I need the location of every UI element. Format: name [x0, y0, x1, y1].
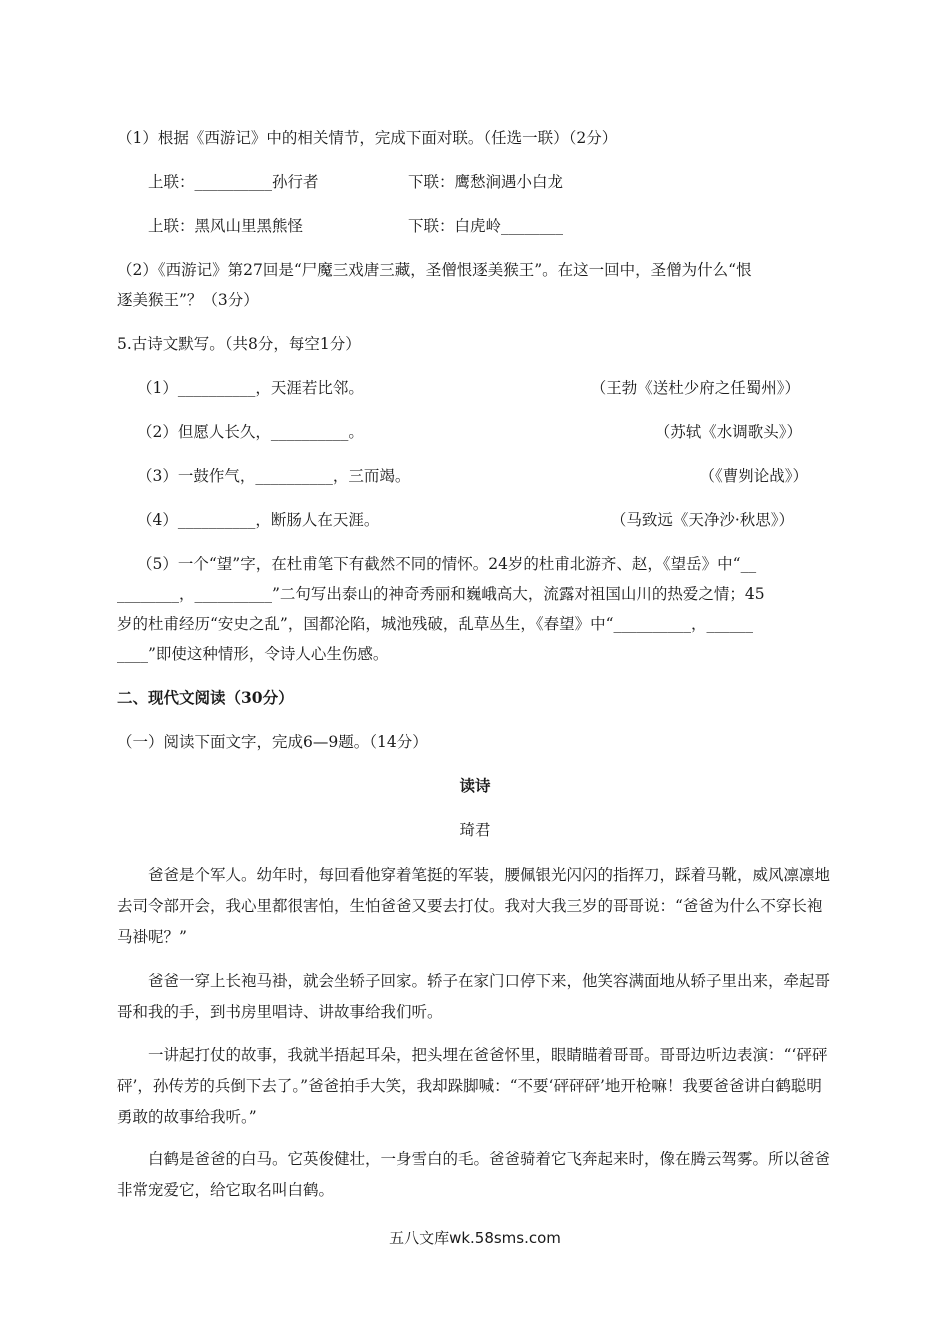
footer-watermark: 五八文库wk.58sms.com: [389, 1229, 561, 1247]
article-paragraph-4: [117, 1144, 837, 1206]
article-paragraph-1: [117, 860, 837, 953]
article-paragraph-text: 爸爸是个军人。幼年时，每回看他穿着笔挺的军装，腰佩银光闪闪的指挥刀，踩着马靴，威风凛凛地去司令部开会，我心里都很害怕，生怕爸爸又要去打仗。我对大我三岁的哥哥说：“爸爸为什么不穿长袍马褂呢？”: [117, 866, 831, 946]
couplet1-lower: 下联：鹰愁涧遇小白龙: [408, 173, 564, 191]
article-title: 读诗: [459, 776, 491, 795]
article-paragraph-text: 一讲起打仗的故事，我就半捂起耳朵，把头埋在爸爸怀里，眼睛瞄着哥哥。哥哥边听边表演：“‘砰砰砰’，孙传芳的兵倒下去了。”爸爸拍手大笑，我却跺脚喊：“不要‘砰砰砰’地开枪嘛！我要爸爸讲白鹤聪明勇敢的故事给我听。”: [117, 1046, 828, 1126]
q4-sub2-line1: （2）《西游记》第27回是“尸魔三戏唐三藏，圣僧恨逐美猴王”。在这一回中，圣僧为什么“恨: [117, 261, 752, 279]
q5-item1-text: （1）__________，天涯若比邻。: [137, 379, 364, 397]
q5-item5-line3: 岁的杜甫经历“安史之乱”，国都沦陷，城池残破，乱草丛生，《春望》中“__________，______: [117, 615, 754, 633]
q5-item3-source: （《曹刿论战》）: [699, 467, 808, 485]
q4-sub2-line2: 逐美猴王”？（3分）: [117, 291, 259, 309]
q5-title: 5.古诗文默写。（共8分，每空1分）: [117, 335, 361, 353]
q5-item1-source: （王勃《送杜少府之任蜀州》）: [590, 379, 800, 397]
article-author: 琦君: [459, 821, 491, 839]
q5-item2-text: （2）但愿人长久，__________。: [137, 423, 364, 441]
couplet1-upper: 上联：__________孙行者: [148, 173, 319, 191]
couplet2-lower: 下联：白虎岭________: [408, 217, 564, 235]
q5-item5-line4: ____”即使这种情形，令诗人心生伤感。: [117, 645, 389, 663]
article-paragraph-text: 爸爸一穿上长袍马褂，就会坐轿子回家。轿子在家门口停下来，他笑容满面地从轿子里出来，牵起哥哥和我的手，到书房里唱诗、讲故事给我们听。: [117, 972, 831, 1021]
q5-item2-source: （苏轼《水调歌头》）: [654, 423, 802, 441]
couplet2-upper: 上联：黑风山里黑熊怪: [148, 217, 304, 235]
section2-heading: 二、现代文阅读（30分）: [117, 688, 294, 707]
article-paragraph-2: [117, 966, 837, 1028]
q5-item5-line2: ________，__________”二句写出泰山的神奇秀丽和巍峨高大，流露对祖国山川的热爱之情；45: [117, 585, 765, 603]
q5-item3-text: （3）一鼓作气，__________，三而竭。: [137, 467, 411, 485]
q4-sub1: （1）根据《西游记》中的相关情节，完成下面对联。（任选一联）（2分）: [117, 129, 618, 147]
section2-part1-intro: （一）阅读下面文字，完成6—9题。（14分）: [117, 733, 428, 751]
q5-item4-text: （4）__________，断肠人在天涯。: [137, 511, 380, 529]
article-paragraph-3: [117, 1040, 837, 1133]
article-paragraph-text: 白鹤是爸爸的白马。它英俊健壮，一身雪白的毛。爸爸骑着它飞奔起来时，像在腾云驾雾。所以爸爸非常宠爱它，给它取名叫白鹤。: [117, 1150, 831, 1199]
q5-item5-line1: （5）一个“望”字，在杜甫笔下有截然不同的情怀。24岁的杜甫北游齐、赵，《望岳》中“__: [137, 555, 757, 573]
q5-item4-source: （马致远《天净沙·秋思》）: [610, 511, 794, 529]
